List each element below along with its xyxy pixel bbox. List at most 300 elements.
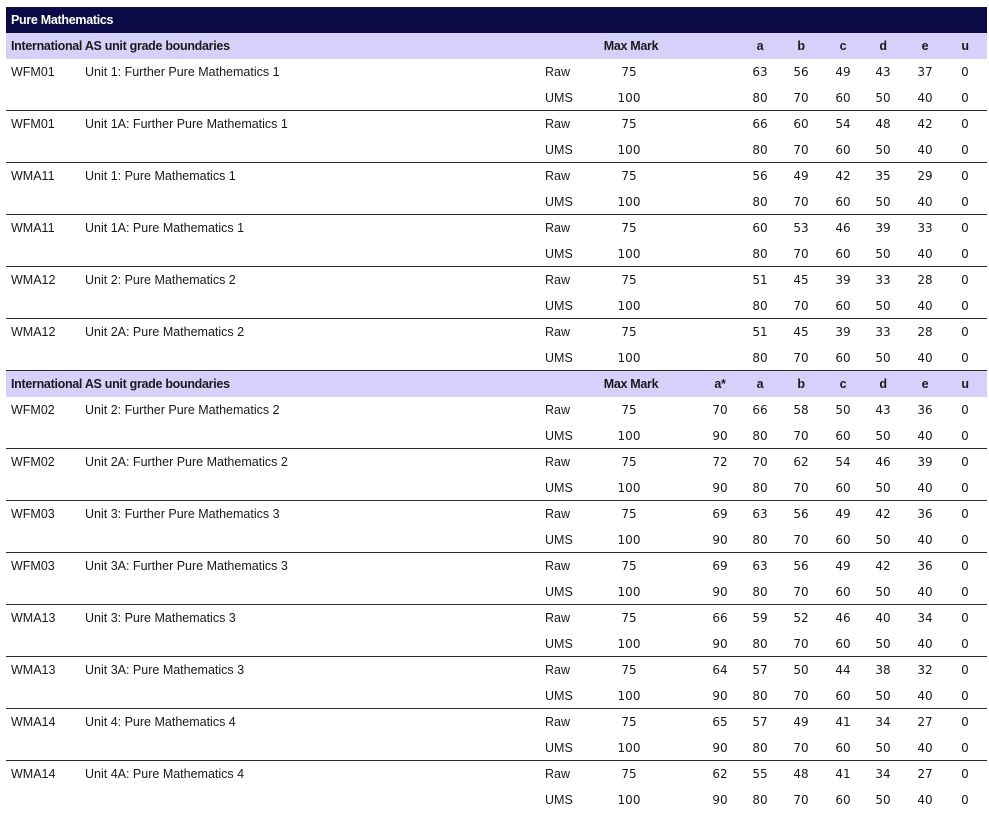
ums-grade-6: 0: [961, 143, 969, 157]
unit-name: Unit 3A: Further Pure Mathematics 3: [85, 559, 288, 573]
unit-name: Unit 3: Further Pure Mathematics 3: [85, 507, 280, 521]
ums-grade-2: 70: [793, 91, 809, 105]
grade-header-1: a: [756, 377, 764, 391]
raw-grade-6: 0: [961, 559, 969, 573]
raw-grade-4: 42: [875, 507, 891, 521]
unit-code: WMA12: [11, 325, 56, 339]
table-body: [6, 33, 987, 813]
ums-grade-1: 80: [752, 351, 768, 365]
raw-max-mark: 75: [621, 507, 637, 521]
unit-name: Unit 4: Pure Mathematics 4: [85, 715, 236, 729]
ums-max-mark: 100: [617, 689, 641, 703]
ums-label: UMS: [545, 637, 573, 651]
raw-grade-3: 46: [835, 221, 851, 235]
ums-grade-5: 40: [917, 143, 933, 157]
raw-grade-0: 65: [712, 715, 728, 729]
raw-grade-0: 62: [712, 767, 728, 781]
ums-label: UMS: [545, 793, 573, 807]
ums-label: UMS: [545, 351, 573, 365]
ums-grade-4: 50: [875, 741, 891, 755]
ums-grade-4: 50: [875, 793, 891, 807]
ums-grade-1: 80: [752, 689, 768, 703]
raw-grade-1: 51: [752, 325, 768, 339]
ums-grade-3: 60: [835, 143, 851, 157]
ums-grade-5: 40: [917, 429, 933, 443]
ums-grade-1: 80: [752, 637, 768, 651]
raw-grade-6: 0: [961, 455, 969, 469]
ums-label: UMS: [545, 741, 573, 755]
ums-grade-3: 60: [835, 91, 851, 105]
ums-grade-2: 70: [793, 741, 809, 755]
raw-grade-0: 70: [712, 403, 728, 417]
ums-grade-1: 80: [752, 91, 768, 105]
raw-grade-1: 66: [752, 403, 768, 417]
ums-grade-6: 0: [961, 299, 969, 313]
grade-header-6: u: [961, 377, 969, 391]
ums-grade-4: 50: [875, 533, 891, 547]
unit-row: [6, 215, 987, 267]
ums-grade-5: 40: [917, 689, 933, 703]
raw-max-mark: 75: [621, 273, 637, 287]
raw-grade-3: 54: [835, 455, 851, 469]
raw-grade-2: 50: [793, 663, 809, 677]
ums-grade-6: 0: [961, 195, 969, 209]
raw-label: Raw: [545, 117, 571, 131]
raw-label: Raw: [545, 767, 571, 781]
ums-grade-2: 70: [793, 689, 809, 703]
ums-grade-2: 70: [793, 481, 809, 495]
raw-label: Raw: [545, 507, 571, 521]
section-header-label: International AS unit grade boundaries: [11, 39, 230, 53]
ums-label: UMS: [545, 533, 573, 547]
raw-label: Raw: [545, 559, 571, 573]
raw-grade-2: 45: [793, 325, 809, 339]
raw-grade-4: 34: [875, 715, 891, 729]
ums-label: UMS: [545, 689, 573, 703]
ums-max-mark: 100: [617, 741, 641, 755]
grade-header-5: e: [921, 39, 929, 53]
unit-row: [6, 111, 987, 163]
ums-grade-0: 90: [712, 793, 728, 807]
raw-grade-1: 63: [752, 507, 768, 521]
raw-grade-0: 72: [712, 455, 728, 469]
unit-name: Unit 2: Further Pure Mathematics 2: [85, 403, 280, 417]
raw-label: Raw: [545, 663, 571, 677]
raw-max-mark: 75: [621, 403, 637, 417]
raw-grade-6: 0: [961, 715, 969, 729]
raw-grade-5: 28: [917, 273, 933, 287]
ums-grade-0: 90: [712, 533, 728, 547]
ums-grade-5: 40: [917, 195, 933, 209]
ums-max-mark: 100: [617, 351, 641, 365]
grade-header-0: a*: [714, 377, 726, 391]
raw-grade-0: 64: [712, 663, 728, 677]
unit-row: [6, 449, 987, 501]
unit-row: [6, 163, 987, 215]
ums-grade-3: 60: [835, 351, 851, 365]
ums-grade-6: 0: [961, 637, 969, 651]
ums-grade-2: 70: [793, 195, 809, 209]
raw-grade-3: 39: [835, 273, 851, 287]
raw-grade-6: 0: [961, 663, 969, 677]
raw-label: Raw: [545, 325, 571, 339]
grade-header-1: a: [756, 39, 764, 53]
ums-grade-0: 90: [712, 585, 728, 599]
ums-max-mark: 100: [617, 481, 641, 495]
raw-grade-4: 46: [875, 455, 891, 469]
raw-grade-6: 0: [961, 403, 969, 417]
raw-max-mark: 75: [621, 559, 637, 573]
ums-grade-5: 40: [917, 481, 933, 495]
unit-code: WMA11: [11, 169, 55, 183]
unit-row: [6, 319, 987, 371]
raw-grade-5: 33: [917, 221, 933, 235]
raw-label: Raw: [545, 169, 571, 183]
grade-header-4: d: [879, 39, 887, 53]
ums-grade-4: 50: [875, 195, 891, 209]
raw-grade-3: 41: [835, 715, 851, 729]
ums-grade-1: 80: [752, 195, 768, 209]
unit-code: WMA12: [11, 273, 56, 287]
raw-max-mark: 75: [621, 117, 637, 131]
ums-grade-4: 50: [875, 429, 891, 443]
ums-label: UMS: [545, 481, 573, 495]
raw-grade-4: 48: [875, 117, 891, 131]
ums-grade-5: 40: [917, 299, 933, 313]
ums-grade-0: 90: [712, 741, 728, 755]
raw-grade-1: 63: [752, 65, 768, 79]
ums-grade-3: 60: [835, 793, 851, 807]
ums-grade-2: 70: [793, 585, 809, 599]
ums-max-mark: 100: [617, 637, 641, 651]
raw-grade-3: 41: [835, 767, 851, 781]
unit-code: WMA14: [11, 767, 56, 781]
raw-grade-4: 43: [875, 65, 891, 79]
raw-grade-2: 60: [793, 117, 809, 131]
ums-grade-0: 90: [712, 689, 728, 703]
ums-grade-0: 90: [712, 481, 728, 495]
ums-grade-4: 50: [875, 689, 891, 703]
raw-grade-6: 0: [961, 507, 969, 521]
grade-header-5: e: [921, 377, 929, 391]
unit-code: WMA13: [11, 611, 56, 625]
ums-grade-2: 70: [793, 429, 809, 443]
max-mark-header: Max Mark: [603, 39, 659, 53]
raw-label: Raw: [545, 221, 571, 235]
ums-grade-6: 0: [961, 247, 969, 261]
unit-code: WFM03: [11, 559, 55, 573]
raw-grade-2: 45: [793, 273, 809, 287]
ums-grade-6: 0: [961, 481, 969, 495]
unit-row: [6, 605, 987, 657]
ums-grade-3: 60: [835, 741, 851, 755]
unit-name: Unit 1A: Further Pure Mathematics 1: [85, 117, 288, 131]
raw-grade-2: 56: [793, 65, 809, 79]
ums-grade-5: 40: [917, 637, 933, 651]
raw-label: Raw: [545, 403, 571, 417]
raw-grade-4: 39: [875, 221, 891, 235]
grade-header-2: b: [797, 39, 805, 53]
unit-row: [6, 397, 987, 449]
ums-grade-6: 0: [961, 91, 969, 105]
ums-grade-4: 50: [875, 351, 891, 365]
raw-grade-6: 0: [961, 65, 969, 79]
ums-grade-6: 0: [961, 429, 969, 443]
ums-grade-1: 80: [752, 481, 768, 495]
ums-grade-4: 50: [875, 247, 891, 261]
raw-label: Raw: [545, 715, 571, 729]
ums-grade-4: 50: [875, 299, 891, 313]
raw-grade-4: 35: [875, 169, 891, 183]
raw-max-mark: 75: [621, 169, 637, 183]
ums-grade-4: 50: [875, 637, 891, 651]
ums-max-mark: 100: [617, 793, 641, 807]
raw-max-mark: 75: [621, 65, 637, 79]
ums-grade-1: 80: [752, 741, 768, 755]
raw-grade-5: 36: [917, 403, 933, 417]
unit-code: WFM01: [11, 117, 55, 131]
raw-grade-4: 33: [875, 325, 891, 339]
raw-grade-3: 54: [835, 117, 851, 131]
ums-max-mark: 100: [617, 195, 641, 209]
unit-name: Unit 3: Pure Mathematics 3: [85, 611, 236, 625]
unit-row: [6, 709, 987, 761]
ums-max-mark: 100: [617, 91, 641, 105]
ums-grade-3: 60: [835, 195, 851, 209]
raw-grade-5: 36: [917, 559, 933, 573]
raw-grade-4: 38: [875, 663, 891, 677]
raw-grade-1: 55: [752, 767, 768, 781]
raw-grade-3: 49: [835, 559, 851, 573]
raw-grade-1: 63: [752, 559, 768, 573]
ums-grade-5: 40: [917, 351, 933, 365]
raw-max-mark: 75: [621, 611, 637, 625]
grade-header-2: b: [797, 377, 805, 391]
raw-grade-1: 51: [752, 273, 768, 287]
raw-grade-2: 49: [793, 169, 809, 183]
raw-grade-4: 34: [875, 767, 891, 781]
raw-grade-6: 0: [961, 221, 969, 235]
raw-grade-3: 42: [835, 169, 851, 183]
raw-grade-2: 62: [793, 455, 809, 469]
ums-max-mark: 100: [617, 143, 641, 157]
ums-grade-2: 70: [793, 637, 809, 651]
ums-grade-4: 50: [875, 585, 891, 599]
unit-code: WFM02: [11, 403, 55, 417]
ums-grade-2: 70: [793, 247, 809, 261]
raw-grade-0: 66: [712, 611, 728, 625]
unit-name: Unit 1: Further Pure Mathematics 1: [85, 65, 280, 79]
raw-grade-0: 69: [712, 559, 728, 573]
ums-grade-6: 0: [961, 689, 969, 703]
grade-header-3: c: [839, 39, 847, 53]
unit-row: [6, 553, 987, 605]
raw-grade-1: 60: [752, 221, 768, 235]
raw-grade-6: 0: [961, 325, 969, 339]
raw-grade-5: 36: [917, 507, 933, 521]
raw-grade-1: 56: [752, 169, 768, 183]
ums-grade-1: 80: [752, 143, 768, 157]
ums-max-mark: 100: [617, 429, 641, 443]
ums-grade-5: 40: [917, 247, 933, 261]
ums-grade-6: 0: [961, 351, 969, 365]
unit-name: Unit 3A: Pure Mathematics 3: [85, 663, 245, 677]
ums-grade-3: 60: [835, 481, 851, 495]
ums-grade-5: 40: [917, 793, 933, 807]
unit-code: WMA14: [11, 715, 56, 729]
ums-grade-0: 90: [712, 637, 728, 651]
max-mark-header: Max Mark: [603, 377, 659, 391]
ums-label: UMS: [545, 91, 573, 105]
raw-grade-5: 29: [917, 169, 933, 183]
unit-code: WFM02: [11, 455, 55, 469]
unit-name: Unit 4A: Pure Mathematics 4: [85, 767, 245, 781]
raw-grade-3: 46: [835, 611, 851, 625]
ums-grade-3: 60: [835, 299, 851, 313]
raw-grade-3: 39: [835, 325, 851, 339]
ums-grade-5: 40: [917, 741, 933, 755]
ums-grade-0: 90: [712, 429, 728, 443]
grade-header-4: d: [879, 377, 887, 391]
raw-grade-3: 49: [835, 507, 851, 521]
grade-header-3: c: [839, 377, 847, 391]
raw-grade-5: 32: [917, 663, 933, 677]
ums-grade-5: 40: [917, 91, 933, 105]
ums-max-mark: 100: [617, 533, 641, 547]
raw-label: Raw: [545, 455, 571, 469]
unit-row: [6, 501, 987, 553]
unit-row: [6, 761, 987, 813]
unit-row: [6, 657, 987, 709]
raw-grade-4: 42: [875, 559, 891, 573]
raw-label: Raw: [545, 611, 571, 625]
ums-grade-1: 80: [752, 533, 768, 547]
ums-grade-2: 70: [793, 143, 809, 157]
raw-grade-5: 34: [917, 611, 933, 625]
unit-name: Unit 2A: Pure Mathematics 2: [85, 325, 245, 339]
raw-label: Raw: [545, 65, 571, 79]
raw-grade-1: 57: [752, 663, 768, 677]
unit-name: Unit 2A: Further Pure Mathematics 2: [85, 455, 288, 469]
raw-grade-4: 33: [875, 273, 891, 287]
raw-grade-2: 53: [793, 221, 809, 235]
raw-grade-4: 43: [875, 403, 891, 417]
ums-grade-6: 0: [961, 585, 969, 599]
ums-grade-5: 40: [917, 585, 933, 599]
raw-grade-6: 0: [961, 117, 969, 131]
raw-grade-5: 42: [917, 117, 933, 131]
raw-grade-2: 58: [793, 403, 809, 417]
ums-grade-4: 50: [875, 91, 891, 105]
ums-label: UMS: [545, 429, 573, 443]
raw-grade-5: 37: [917, 65, 933, 79]
raw-grade-2: 48: [793, 767, 809, 781]
raw-grade-3: 50: [835, 403, 851, 417]
ums-grade-6: 0: [961, 741, 969, 755]
raw-max-mark: 75: [621, 325, 637, 339]
ums-max-mark: 100: [617, 299, 641, 313]
unit-code: WMA13: [11, 663, 56, 677]
table-title: Pure Mathematics: [6, 7, 987, 33]
raw-grade-5: 28: [917, 325, 933, 339]
ums-grade-1: 80: [752, 793, 768, 807]
raw-grade-3: 44: [835, 663, 851, 677]
ums-label: UMS: [545, 247, 573, 261]
raw-grade-5: 27: [917, 715, 933, 729]
raw-grade-1: 59: [752, 611, 768, 625]
ums-grade-4: 50: [875, 481, 891, 495]
raw-grade-1: 70: [752, 455, 768, 469]
unit-code: WFM01: [11, 65, 55, 79]
raw-grade-3: 49: [835, 65, 851, 79]
ums-grade-3: 60: [835, 689, 851, 703]
raw-grade-2: 56: [793, 507, 809, 521]
raw-max-mark: 75: [621, 663, 637, 677]
ums-grade-3: 60: [835, 585, 851, 599]
unit-row: [6, 267, 987, 319]
ums-grade-1: 80: [752, 585, 768, 599]
unit-row: [6, 59, 987, 111]
ums-max-mark: 100: [617, 247, 641, 261]
raw-max-mark: 75: [621, 715, 637, 729]
raw-grade-6: 0: [961, 169, 969, 183]
grade-header-6: u: [961, 39, 969, 53]
raw-grade-6: 0: [961, 767, 969, 781]
section-header: [6, 371, 987, 397]
ums-grade-2: 70: [793, 793, 809, 807]
ums-label: UMS: [545, 195, 573, 209]
raw-label: Raw: [545, 273, 571, 287]
section-header: [6, 33, 987, 59]
ums-grade-2: 70: [793, 351, 809, 365]
raw-max-mark: 75: [621, 767, 637, 781]
raw-grade-2: 56: [793, 559, 809, 573]
ums-grade-3: 60: [835, 247, 851, 261]
ums-grade-2: 70: [793, 299, 809, 313]
raw-grade-4: 40: [875, 611, 891, 625]
ums-grade-4: 50: [875, 143, 891, 157]
ums-grade-5: 40: [917, 533, 933, 547]
ums-label: UMS: [545, 585, 573, 599]
raw-grade-1: 66: [752, 117, 768, 131]
ums-grade-3: 60: [835, 533, 851, 547]
unit-name: Unit 1A: Pure Mathematics 1: [85, 221, 245, 235]
ums-grade-1: 80: [752, 429, 768, 443]
raw-grade-5: 39: [917, 455, 933, 469]
ums-max-mark: 100: [617, 585, 641, 599]
raw-grade-2: 52: [793, 611, 809, 625]
ums-label: UMS: [545, 299, 573, 313]
unit-code: WFM03: [11, 507, 55, 521]
ums-grade-6: 0: [961, 793, 969, 807]
unit-code: WMA11: [11, 221, 55, 235]
ums-grade-1: 80: [752, 247, 768, 261]
raw-grade-2: 49: [793, 715, 809, 729]
raw-grade-6: 0: [961, 611, 969, 625]
raw-max-mark: 75: [621, 455, 637, 469]
ums-label: UMS: [545, 143, 573, 157]
raw-grade-6: 0: [961, 273, 969, 287]
ums-grade-3: 60: [835, 637, 851, 651]
raw-max-mark: 75: [621, 221, 637, 235]
section-header-label: International AS unit grade boundaries: [11, 377, 230, 391]
ums-grade-3: 60: [835, 429, 851, 443]
ums-grade-2: 70: [793, 533, 809, 547]
unit-name: Unit 1: Pure Mathematics 1: [85, 169, 236, 183]
raw-grade-5: 27: [917, 767, 933, 781]
raw-grade-0: 69: [712, 507, 728, 521]
ums-grade-6: 0: [961, 533, 969, 547]
